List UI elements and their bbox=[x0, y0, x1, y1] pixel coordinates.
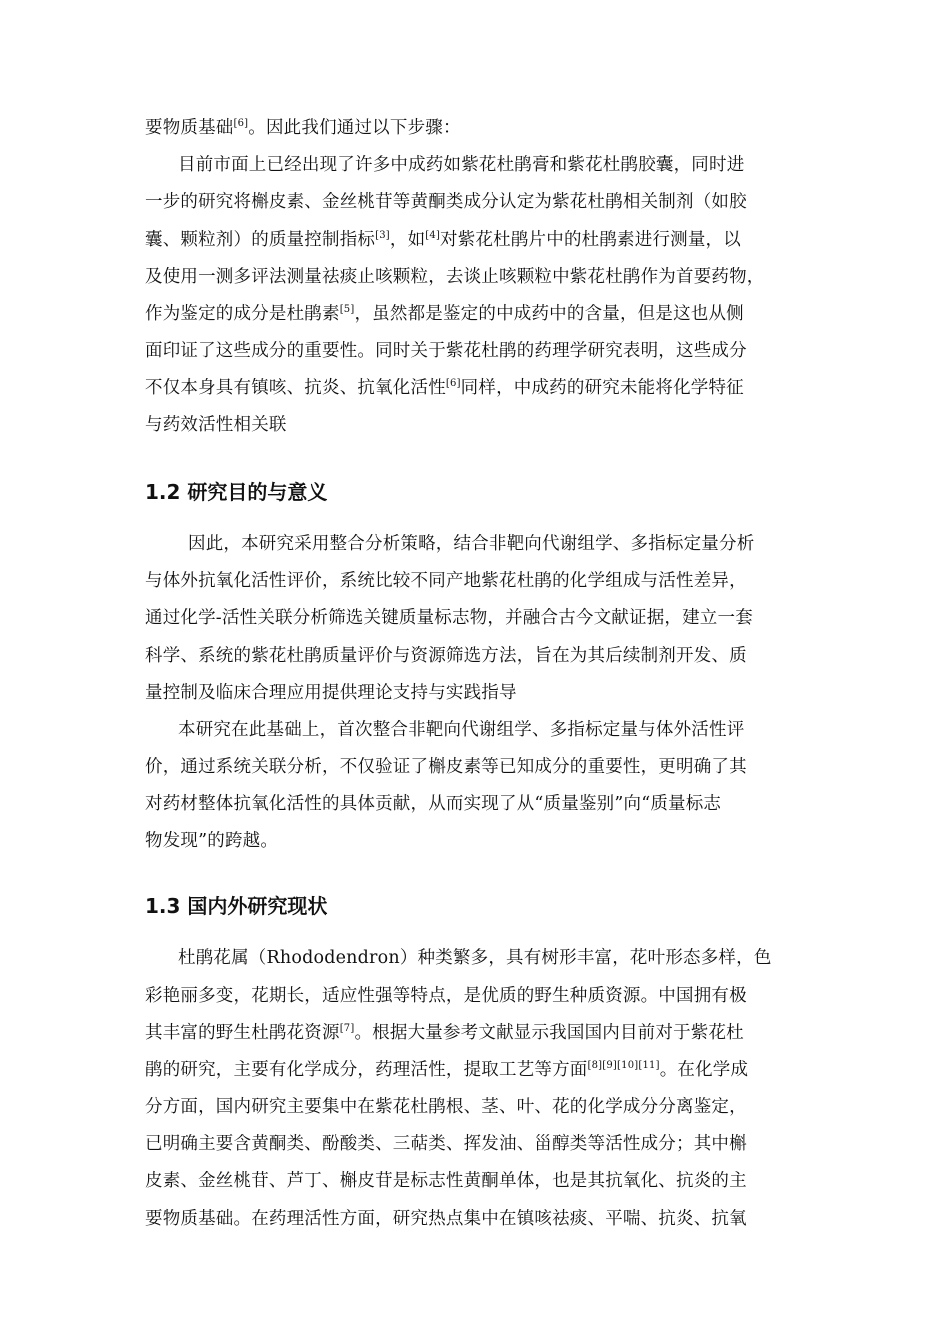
citation-ref: [5] bbox=[339, 304, 355, 316]
text-run: 同样，中成药的研究未能将化学特征 bbox=[460, 378, 744, 398]
text-run: 囊、颗粒剂）的质量控制指标 bbox=[145, 230, 376, 250]
citation-ref: [6] bbox=[445, 378, 461, 390]
text-run: 。根据大量参考文献显示我国国内目前对于紫花杜 bbox=[354, 1023, 744, 1043]
citation-ref: [4] bbox=[425, 230, 441, 242]
text-run: 其丰富的野生杜鹃花资源 bbox=[145, 1023, 340, 1043]
text-run: 。因此我们通过以下步骤： bbox=[248, 118, 461, 138]
text-run: 鹃的研究，主要有化学成分，药理活性，提取工艺等方面 bbox=[145, 1060, 588, 1080]
paragraph-line: 科学、系统的紫花杜鹃质量评价与资源筛选方法，旨在为其后续制剂开发、质 bbox=[145, 646, 747, 666]
paragraph-line bbox=[145, 116, 815, 140]
text-run: 不仅本身具有镇咳、抗炎、抗氧化活性 bbox=[145, 378, 446, 398]
paragraph-line: 已明确主要含黄酮类、酚酸类、三萜类、挥发油、甾醇类等活性成分；其中槲 bbox=[145, 1134, 747, 1154]
paragraph-line bbox=[145, 1058, 815, 1082]
citation-ref: [7] bbox=[339, 1023, 355, 1035]
paragraph-line: 价，通过系统关联分析，不仅验证了槲皮素等已知成分的重要性，更明确了其 bbox=[145, 757, 747, 777]
citation-ref: [8][9][10][11] bbox=[587, 1060, 660, 1072]
paragraph-line: 面印证了这些成分的重要性。同时关于紫花杜鹃的药理学研究表明，这些成分 bbox=[145, 341, 747, 361]
paragraph-line bbox=[145, 376, 815, 400]
paragraph-line: 一步的研究将槲皮素、金丝桃苷等黄酮类成分认定为紫花杜鹃相关制剂（如胶 bbox=[145, 192, 747, 212]
text-run: 作为鉴定的成分是杜鹃素 bbox=[145, 304, 340, 324]
paragraph-line: 量控制及临床合理应用提供理论支持与实践指导 bbox=[145, 683, 517, 703]
citation-ref: [6] bbox=[233, 118, 249, 130]
text-run: 对紫花杜鹃片中的杜鹃素进行测量，以 bbox=[440, 230, 741, 250]
paragraph-line: 皮素、金丝桃苷、芦丁、槲皮苷是标志性黄酮单体，也是其抗氧化、抗炎的主 bbox=[145, 1171, 747, 1191]
paragraph-line: 对药材整体抗氧化活性的具体贡献，从而实现了从“质量鉴别”向“质量标志 bbox=[145, 794, 722, 814]
text-run: 要物质基础 bbox=[145, 118, 234, 138]
text-run: ，虽然都是鉴定的中成药中的含量，但是这也从侧 bbox=[354, 304, 744, 324]
paragraph-line: 与药效活性相关联 bbox=[145, 415, 287, 435]
text-run: 。在化学成 bbox=[659, 1060, 749, 1080]
paragraph-line: 目前市面上已经出现了许多中成药如紫花杜鹃膏和紫花杜鹃胶囊，同时进 bbox=[178, 155, 745, 175]
paragraph-line bbox=[145, 228, 815, 252]
paragraph-line: 分方面，国内研究主要集中在紫花杜鹃根、茎、叶、花的化学成分分离鉴定， bbox=[145, 1097, 747, 1117]
paragraph-line: 彩艳丽多变，花期长，适应性强等特点，是优质的野生种质资源。中国拥有极 bbox=[145, 986, 747, 1006]
paragraph-line: 本研究在此基础上，首次整合非靶向代谢组学、多指标定量与体外活性评 bbox=[178, 720, 745, 740]
paragraph-line: 杜鹃花属（Rhododendron）种类繁多，具有树形丰富，花叶形态多样，色 bbox=[178, 948, 772, 968]
paragraph-line: 与体外抗氧化活性评价，系统比较不同产地紫花杜鹃的化学组成与活性差异， bbox=[145, 571, 747, 591]
text-run: ，如 bbox=[389, 230, 426, 250]
paragraph-line: 及使用一测多评法测量祛痰止咳颗粒，去谈止咳颗粒中紫花杜鹃作为首要药物， bbox=[145, 267, 765, 287]
paragraph-line: 物发现”的跨越。 bbox=[145, 831, 279, 851]
paragraph-line: 因此，本研究采用整合分析策略，结合非靶向代谢组学、多指标定量分析 bbox=[188, 534, 755, 554]
citation-ref: [3] bbox=[375, 230, 390, 242]
paragraph-line: 通过化学-活性关联分析筛选关键质量标志物，并融合古今文献证据，建立一套 bbox=[145, 608, 753, 628]
paragraph-line bbox=[145, 302, 815, 326]
paragraph-line: 要物质基础。在药理活性方面，研究热点集中在镇咳祛痰、平喘、抗炎、抗氧 bbox=[145, 1209, 747, 1229]
section-heading-1-2: 1.2 研究目的与意义 bbox=[145, 480, 328, 504]
paragraph-line bbox=[145, 1021, 815, 1045]
section-heading-1-3: 1.3 国内外研究现状 bbox=[145, 894, 328, 918]
